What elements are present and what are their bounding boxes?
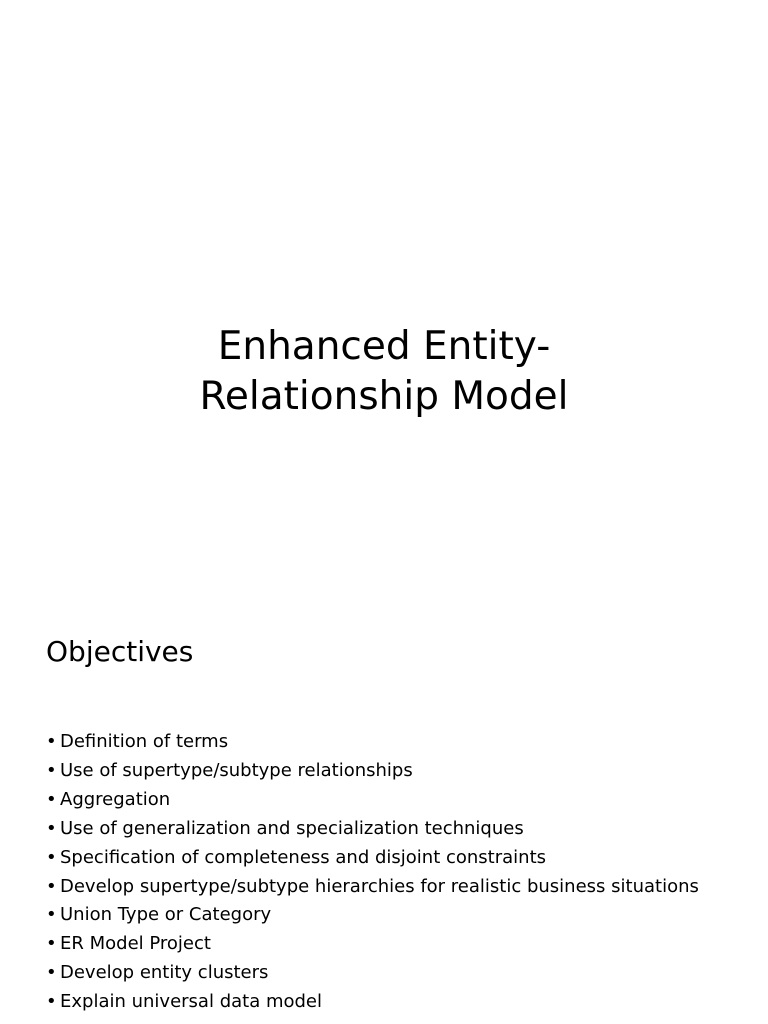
list-item-text: Use of supertype/subtype relationships xyxy=(60,759,413,781)
bullet-icon: • xyxy=(46,846,57,868)
list-item-text: Definition of terms xyxy=(60,731,229,752)
list-item xyxy=(46,901,768,930)
bullet-icon: • xyxy=(46,817,57,839)
list-item-text: Specification of completeness and disjoint constraints xyxy=(60,846,547,868)
slide-title-line-2: Relationship Model xyxy=(199,374,569,419)
list-item-text: Develop supertype/subtype hierarchies for realistic business situations xyxy=(60,875,699,897)
list-item xyxy=(46,844,768,873)
bullet-icon: • xyxy=(46,991,57,1013)
list-item-text: Explain universal data model xyxy=(60,991,323,1013)
slide-title xyxy=(0,322,768,422)
objectives-heading: Objectives xyxy=(46,635,194,668)
list-item xyxy=(46,988,768,1017)
list-item xyxy=(46,786,768,815)
objectives-list xyxy=(46,728,768,1017)
bullet-icon: • xyxy=(46,759,57,781)
bullet-icon: • xyxy=(46,933,57,955)
list-item-text: Aggregation xyxy=(60,788,171,810)
list-item-text: Develop entity clusters xyxy=(60,962,269,984)
bullet-icon: • xyxy=(46,962,57,984)
list-item xyxy=(46,757,768,786)
list-item xyxy=(46,815,768,844)
bullet-icon: • xyxy=(46,904,57,926)
bullet-icon: • xyxy=(46,875,57,897)
list-item-text: Use of generalization and specialization techniques xyxy=(60,817,524,839)
list-item xyxy=(46,728,768,757)
bullet-icon: • xyxy=(46,788,57,810)
list-item-text: ER Model Project xyxy=(60,933,211,955)
list-item-text: Union Type or Category xyxy=(60,904,272,926)
list-item xyxy=(46,930,768,959)
list-item xyxy=(46,959,768,988)
slide-title-line-1: Enhanced Entity- xyxy=(217,324,551,369)
list-item xyxy=(46,873,768,902)
bullet-icon: • xyxy=(46,731,57,752)
